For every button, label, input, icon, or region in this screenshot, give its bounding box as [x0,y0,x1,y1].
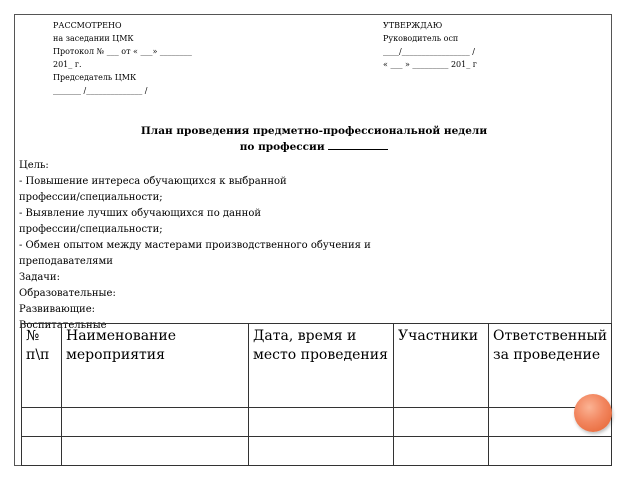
header-event-name: Наименование мероприятия [62,324,249,408]
goal-item-1a: - Повышение интереса обучающихся к выбранной [19,176,287,187]
goal-item-2b: профессии/специальности; [19,224,163,235]
table-cell[interactable] [22,437,62,466]
considered-meeting: на заседании ЦМК [53,34,134,43]
task-developing: Развивающие: [19,304,95,315]
decorative-circle [574,394,612,432]
goal-item-1b: профессии/специальности; [19,192,163,203]
title-profession-label: по профессии [239,141,325,153]
goal-heading: Цель: [19,160,49,171]
goals-and-tasks [19,158,609,334]
goal-item-2a: - Выявление лучших обучающихся по данной [19,208,262,219]
approval-block-approved [383,19,477,71]
table-cell[interactable] [489,437,612,466]
title-line-2 [15,139,613,155]
table-cell[interactable] [62,408,249,437]
table-cell[interactable] [249,408,394,437]
goal-item-3b: преподавателями [19,256,113,267]
considered-chairman: Председатель ЦМК [53,73,137,82]
approved-head: Руководитель осп [383,34,459,43]
considered-signature-line: _______ /______________ / [53,86,148,95]
profession-blank [328,139,388,150]
plan-table [21,323,612,466]
table-cell[interactable] [394,437,489,466]
approved-signature-line: ____/_________________ / [383,47,475,56]
document-page [14,14,612,466]
document-title [15,123,613,155]
tasks-heading: Задачи: [19,272,60,283]
approved-heading: УТВЕРЖДАЮ [383,21,443,30]
approved-date-line: « ___ » _________ 201_ г [383,60,477,69]
table-row [22,437,612,466]
task-upbringing: Воспитательные [19,320,107,331]
header-date-place: Дата, время и место проведения [249,324,394,408]
table-cell[interactable] [249,437,394,466]
approval-block-considered [53,19,192,97]
considered-year: 201_ г. [53,60,82,69]
table-cell[interactable] [62,437,249,466]
goal-item-3a: - Обмен опытом между мастерами производственного обучения и [19,240,371,251]
table-cell[interactable] [22,408,62,437]
title-line-1: План проведения предметно-профессиональной недели [140,125,488,137]
table-header-row [22,324,612,408]
table-row [22,408,612,437]
header-participants: Участники [394,324,489,408]
table-cell[interactable] [394,408,489,437]
task-educational: Образовательные: [19,288,116,299]
considered-heading: РАССМОТРЕНО [53,21,122,30]
considered-protocol: Протокол № ___ от « ___» ________ [53,47,192,56]
header-number: № п\п [22,324,62,408]
header-responsible: Ответственный за проведение [489,324,612,408]
